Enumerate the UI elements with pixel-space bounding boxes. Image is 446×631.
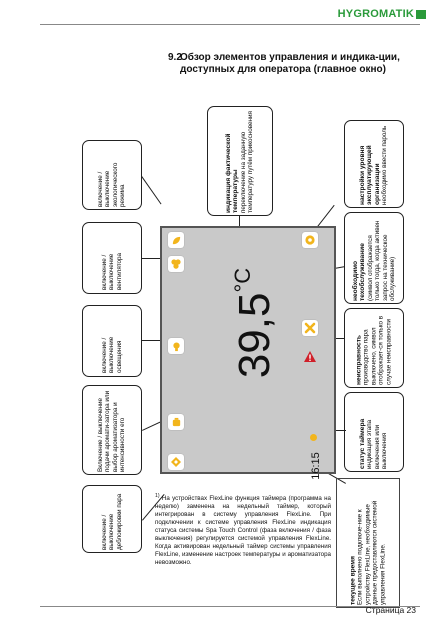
brand-logo: HYGROMATIK [338, 8, 426, 20]
timer-status-indicator [310, 434, 317, 441]
callout-fan: включение / выключение вентилятора [82, 222, 142, 294]
control-screen [160, 226, 336, 480]
callout-light: включение / выключение освещения [82, 305, 142, 377]
section-title: Обзор элементов управления и индика-ции, доступных для оператора (главное окно) [180, 52, 400, 75]
temperature-display[interactable] [230, 268, 280, 378]
callout-steam-mode: включение / выключение экологического режима [82, 140, 142, 210]
temperature-unit: °C [230, 267, 256, 293]
callout-service: необходимо техобслуживание (символ отображается только тогда, когда активен запрос на техническое обслуживание) [344, 212, 404, 304]
footnote-text: На устройствах FlexLine функция таймера (программа на неделю) заменена на недельный таймер, который интегрирован в систему управления FlexLine. При подключении к системе управления FlexLine индикация статуса системы Spa Touch Control (фаза включения / фаза выключения) регулируется системой управления FlexLine. Когда активирован недельный таймер системы управления FlexLine, изменение настроек температуры и ароматизатора невозможно. [155, 495, 331, 567]
fan-icon[interactable] [168, 256, 184, 272]
service-tools-icon [302, 320, 318, 336]
steam-unlock-icon[interactable] [168, 454, 184, 470]
temperature-value: 39,5 [230, 292, 280, 379]
settings-gear-icon[interactable] [302, 232, 318, 248]
leaf-icon[interactable] [168, 232, 184, 248]
leader-line [141, 176, 161, 204]
footnote [155, 492, 331, 567]
callout-fault: неисправность производство пара выключено, символ отображает-ся только в случае неисправности [344, 308, 404, 388]
aroma-icon[interactable] [168, 414, 184, 430]
current-time: 16:15 [309, 452, 322, 480]
callout-aroma: Включение / выключение подачи аромати-затора или выбор ароматизатора и интенсивности его [82, 385, 142, 475]
callout-settings: настройки уровня эксплуатирующей организации необходимо ввести пароль [344, 120, 404, 208]
header-rule [40, 24, 420, 25]
footnote-marker: 1) [155, 493, 160, 499]
section-heading [168, 52, 420, 76]
current-time-info-box: текущее время Если выполнено подключе-ние к устройству FlexLine, необходимые данные предоставляются системой управления FlexLine. [336, 478, 400, 608]
fault-warning-icon [302, 348, 318, 364]
callout-temp-display: индикация фактической температуры переключение на заданную температуру путём прикосновения [207, 106, 273, 216]
section-number: 9.2 [168, 52, 182, 63]
footer-rule [40, 606, 420, 607]
page-number: Страница 23 [365, 605, 416, 615]
callout-timer: статус таймера индикация этапа включения или выключения [344, 392, 404, 472]
callout-deblock: включение / выключение деблокировки пара [82, 485, 142, 553]
light-bulb-icon[interactable] [168, 338, 184, 354]
